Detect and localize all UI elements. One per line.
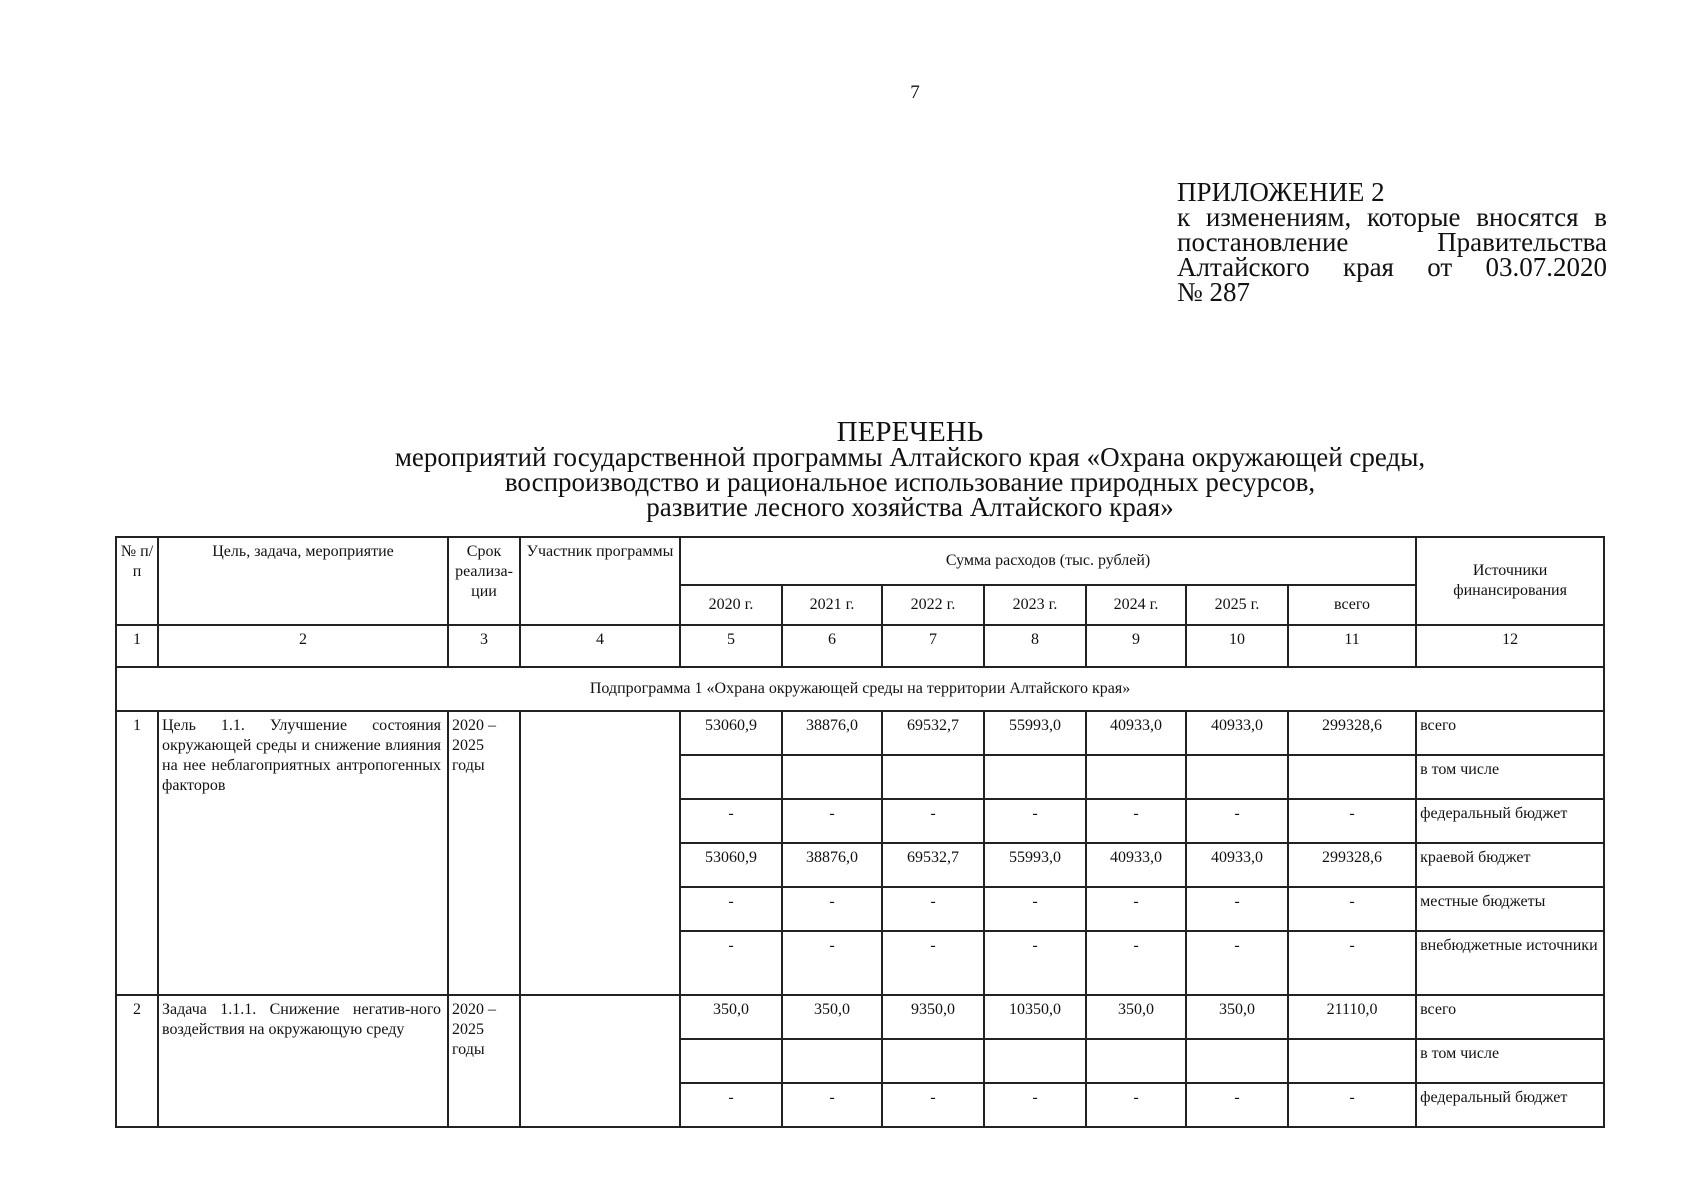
amount-cell: 53060,9	[680, 711, 782, 755]
amount-cell	[1186, 755, 1288, 799]
total-cell: 21110,0	[1288, 995, 1416, 1039]
amount-cell: -	[680, 799, 782, 843]
amount-cell: -	[1086, 931, 1186, 995]
funding-source: всего	[1416, 711, 1604, 755]
column-number: 11	[1288, 625, 1416, 667]
column-number: 3	[448, 625, 520, 667]
header-year: 2023 г.	[984, 585, 1086, 625]
amount-cell: -	[882, 887, 984, 931]
item-participant	[520, 711, 680, 995]
header-expenses: Сумма расходов (тыс. рублей)	[680, 537, 1416, 585]
amount-cell: -	[984, 799, 1086, 843]
item-number: 2	[116, 995, 158, 1127]
header-sources: Источники финансирования	[1416, 537, 1604, 625]
title-line-1: ПЕРЕЧЕНЬ	[836, 416, 984, 448]
column-number: 5	[680, 625, 782, 667]
total-cell	[1288, 1039, 1416, 1083]
amount-cell	[984, 755, 1086, 799]
total-cell	[1288, 755, 1416, 799]
title-line-3: воспроизводство и рациональное использование природных ресурсов,	[504, 467, 1316, 497]
item-goal: Цель 1.1. Улучшение состояния окружающей среды и снижение влияния на нее неблагоприятных антропогенных факторов	[158, 711, 448, 995]
funding-source: федеральный бюджет	[1416, 1083, 1604, 1127]
amount-cell	[1186, 1039, 1288, 1083]
column-number: 1	[116, 625, 158, 667]
amount-cell: -	[882, 799, 984, 843]
amount-cell: -	[1086, 887, 1186, 931]
amount-cell: 10350,0	[984, 995, 1086, 1039]
amount-cell: -	[782, 931, 882, 995]
amount-cell: -	[1186, 887, 1288, 931]
funding-source: всего	[1416, 995, 1604, 1039]
column-number: 6	[782, 625, 882, 667]
amount-cell: 9350,0	[882, 995, 984, 1039]
page-number: 7	[910, 82, 920, 103]
header-goal: Цель, задача, мероприятие	[158, 537, 448, 625]
funding-source: внебюджетные источники	[1416, 931, 1604, 995]
total-cell: -	[1288, 931, 1416, 995]
item-term: 2020 – 2025 годы	[448, 711, 520, 995]
column-number: 12	[1416, 625, 1604, 667]
column-number: 2	[158, 625, 448, 667]
appendix-block	[1177, 177, 1607, 307]
amount-cell: -	[1186, 1083, 1288, 1127]
amount-cell	[680, 1039, 782, 1083]
amount-cell: -	[680, 931, 782, 995]
amount-cell: 40933,0	[1186, 711, 1288, 755]
total-cell: 299328,6	[1288, 711, 1416, 755]
total-cell: 299328,6	[1288, 843, 1416, 887]
appendix-number: № 287	[1177, 277, 1251, 307]
amount-cell: 40933,0	[1086, 711, 1186, 755]
amount-cell: 350,0	[680, 995, 782, 1039]
amount-cell	[882, 1039, 984, 1083]
amount-cell: 350,0	[782, 995, 882, 1039]
amount-cell: -	[984, 931, 1086, 995]
header-num: № п/п	[116, 537, 158, 625]
total-cell: -	[1288, 1083, 1416, 1127]
amount-cell	[782, 1039, 882, 1083]
column-number: 7	[882, 625, 984, 667]
amount-cell: -	[680, 887, 782, 931]
amount-cell: 55993,0	[984, 711, 1086, 755]
amount-cell: -	[782, 799, 882, 843]
amount-cell: 350,0	[1186, 995, 1288, 1039]
amount-cell: -	[782, 887, 882, 931]
funding-source: местные бюджеты	[1416, 887, 1604, 931]
document-title	[330, 416, 1490, 522]
column-number: 4	[520, 625, 680, 667]
amount-cell: -	[984, 887, 1086, 931]
amount-cell: -	[680, 1083, 782, 1127]
header-participant: Участник программы	[520, 537, 680, 625]
amount-cell: -	[882, 1083, 984, 1127]
header-term: Срок реализа-ции	[448, 537, 520, 625]
header-year: 2024 г.	[1086, 585, 1186, 625]
amount-cell: 40933,0	[1086, 843, 1186, 887]
item-number: 1	[116, 711, 158, 995]
amount-cell	[882, 755, 984, 799]
amount-cell: 55993,0	[984, 843, 1086, 887]
header-total: всего	[1288, 585, 1416, 625]
amount-cell	[782, 755, 882, 799]
subprogram-row	[116, 667, 1604, 711]
column-number: 10	[1186, 625, 1288, 667]
header-row-1	[116, 537, 1604, 585]
appendix-body: к изменениям, которые вносятся в постановление Правительства Алтайского края от 03.07.2020	[1177, 202, 1607, 282]
amount-cell: -	[1186, 931, 1288, 995]
subprogram-title: Подпрограмма 1 «Охрана окружающей среды на территории Алтайского края»	[116, 667, 1604, 711]
amount-cell: -	[984, 1083, 1086, 1127]
amount-cell: -	[1086, 799, 1186, 843]
amount-cell: 69532,7	[882, 711, 984, 755]
amount-cell: -	[1186, 799, 1288, 843]
header-year: 2020 г.	[680, 585, 782, 625]
amount-cell	[680, 755, 782, 799]
table-row	[116, 995, 1604, 1039]
funding-source: федеральный бюджет	[1416, 799, 1604, 843]
table-row	[116, 711, 1604, 755]
funding-source: в том числе	[1416, 755, 1604, 799]
amount-cell: 38876,0	[782, 843, 882, 887]
column-number: 8	[984, 625, 1086, 667]
total-cell: -	[1288, 887, 1416, 931]
title-line-2: мероприятий государственной программы Алтайского края «Охрана окружающей среды,	[394, 442, 1426, 472]
total-cell: -	[1288, 799, 1416, 843]
item-participant	[520, 995, 680, 1127]
column-number-row	[116, 625, 1604, 667]
header-year: 2022 г.	[882, 585, 984, 625]
amount-cell	[984, 1039, 1086, 1083]
title-line-4: развитие лесного хозяйства Алтайского края»	[646, 492, 1174, 522]
amount-cell: 53060,9	[680, 843, 782, 887]
funding-source: в том числе	[1416, 1039, 1604, 1083]
amount-cell: 40933,0	[1186, 843, 1288, 887]
item-term: 2020 – 2025 годы	[448, 995, 520, 1127]
column-number: 9	[1086, 625, 1186, 667]
funding-source: краевой бюджет	[1416, 843, 1604, 887]
appendix-heading: ПРИЛОЖЕНИЕ 2	[1177, 177, 1385, 207]
header-year: 2025 г.	[1186, 585, 1288, 625]
amount-cell: -	[1086, 1083, 1186, 1127]
amount-cell: 69532,7	[882, 843, 984, 887]
amount-cell	[1086, 1039, 1186, 1083]
amount-cell: -	[882, 931, 984, 995]
activities-table	[115, 536, 1605, 1128]
item-goal: Задача 1.1.1. Снижение негатив-ного воздействия на окружающую среду	[158, 995, 448, 1127]
amount-cell: -	[782, 1083, 882, 1127]
amount-cell: 350,0	[1086, 995, 1186, 1039]
amount-cell	[1086, 755, 1186, 799]
header-year: 2021 г.	[782, 585, 882, 625]
amount-cell: 38876,0	[782, 711, 882, 755]
